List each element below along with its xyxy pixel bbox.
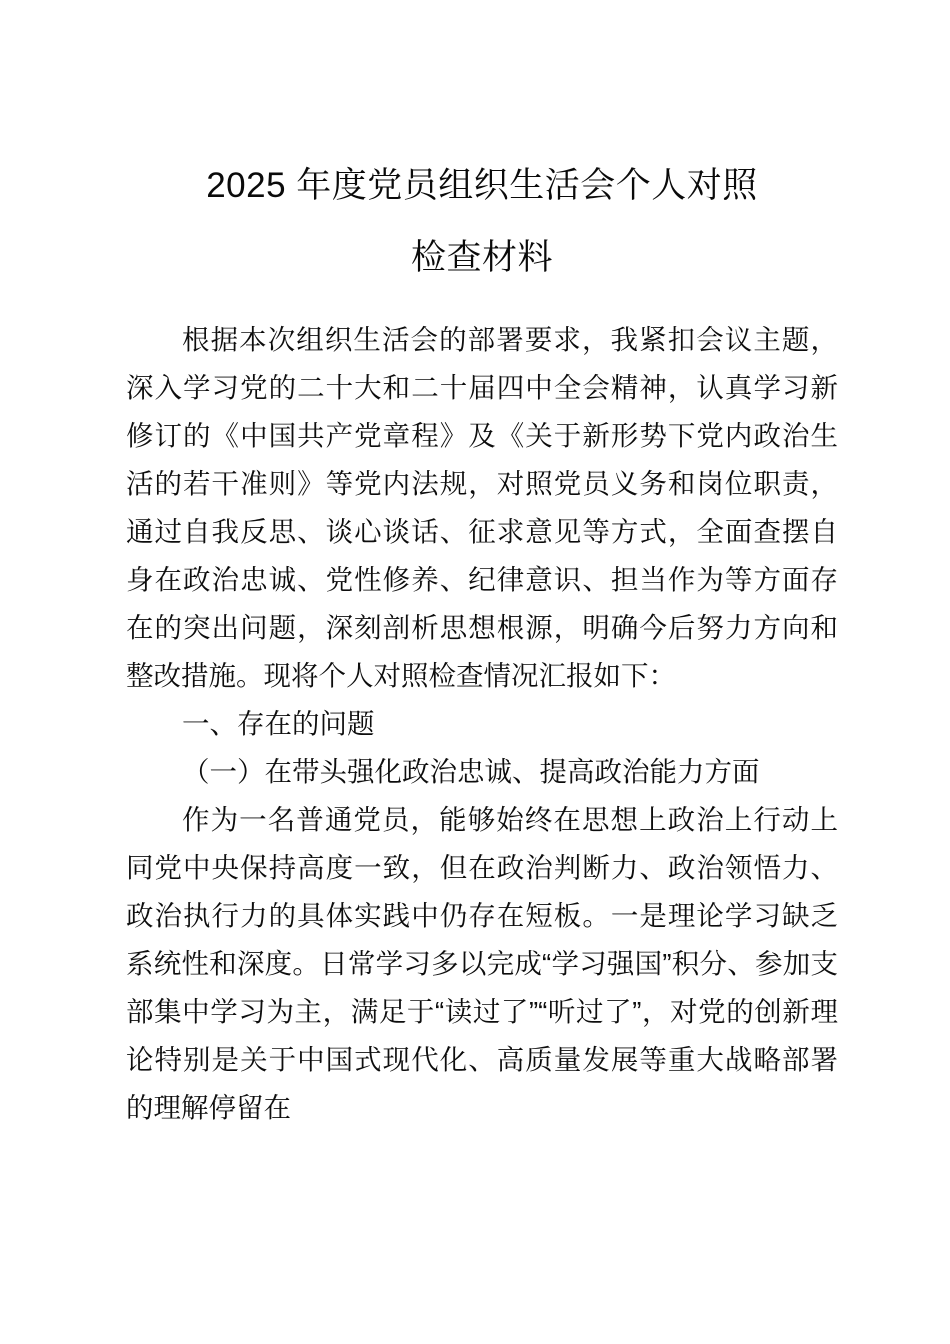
page-title: [126, 0, 838, 294]
section-heading-1: 一、存在的问题: [182, 708, 375, 739]
document-body: [126, 316, 838, 1132]
page-title-line-1: 2025 年度党员组织生活会个人对照: [206, 166, 758, 205]
intro-paragraph: 根据本次组织生活会的部署要求，我紧扣会议主题，深入学习党的二十大和二十届四中全会精神，认真学习新修订的《中国共产党章程》及《关于新形势下党内政治生活的若干准则》等党内法规，对照党员义务和岗位职责，通过自我反思、谈心谈话、征求意见等方式，全面查摆自身在政治忠诚、党性修养、纪律意识、担当作为等方面存在的突出问题，深刻剖析思想根源，明确今后努力方向和整改措施。现将个人对照检查情况汇报如下：: [126, 324, 838, 691]
page-title-line-2: 检查材料: [410, 238, 553, 277]
subsection-1-1-body: 作为一名普通党员，能够始终在思想上政治上行动上同党中央保持高度一致，但在政治判断力、政治领悟力、政治执行力的具体实践中仍存在短板。一是理论学习缺乏系统性和深度。日常学习多以完成“学习强国”积分、参加支部集中学习为主，满足于“读过了”“听过了”，对党的创新理论特别是关于中国式现代化、高质量发展等重大战略部署的理解停留在: [126, 804, 838, 1123]
document-text-column: [126, 0, 838, 1132]
subsection-heading-1-1: （一）在带头强化政治忠诚、提高政治能力方面: [182, 756, 760, 787]
